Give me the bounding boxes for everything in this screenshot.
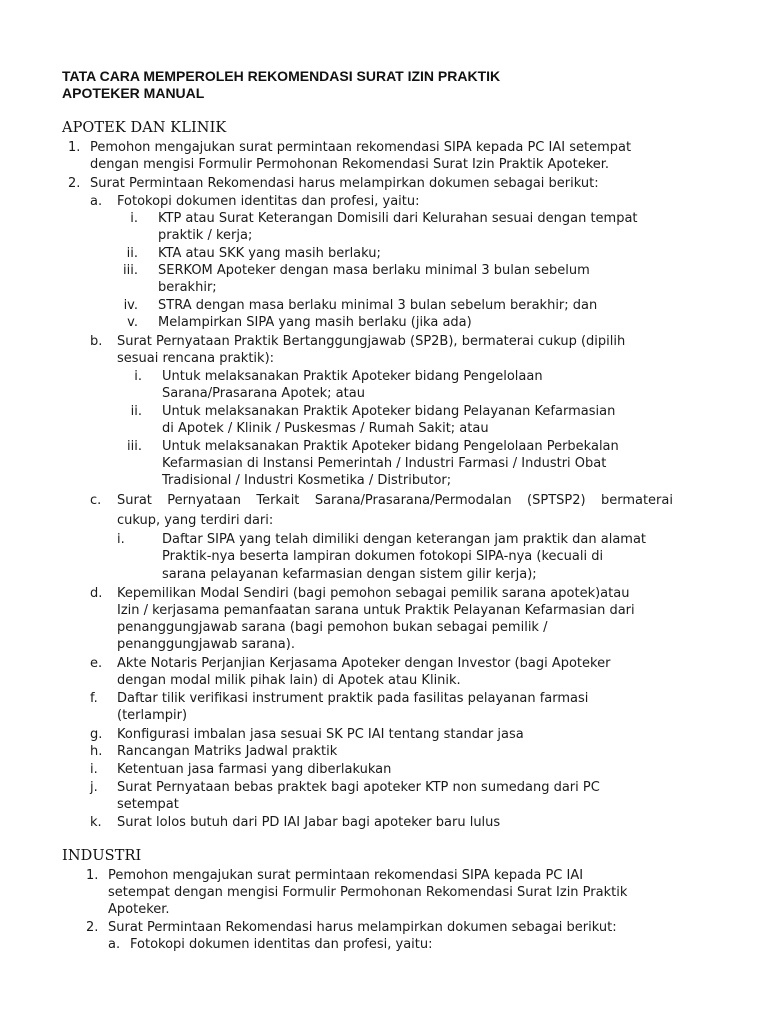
sub-list-item-text: Praktik-nya beserta lampiran dokumen fotokopi SIPA-nya (kecuali di: [162, 549, 604, 564]
list-item-text: Surat Permintaan Rekomendasi harus melampirkan dokumen sebagai berikut:: [108, 920, 617, 935]
list-item-text: Ketentuan jasa farmasi yang diberlakukan: [117, 762, 392, 777]
word: bermaterai: [600, 493, 673, 508]
list-item-text: penanggungjawab sarana).: [117, 637, 295, 652]
list-marker: 2.: [68, 176, 81, 191]
word: Surat: [117, 493, 152, 508]
list-marker: a.: [90, 194, 103, 209]
title-line-1: TATA CARA MEMPEROLEH REKOMENDASI SURAT IZIN PRAKTIK: [62, 68, 501, 84]
list-item-text: cukup, yang terdiri dari:: [117, 513, 274, 528]
list-item-text-justified: [117, 492, 673, 509]
word: Terkait: [256, 493, 300, 508]
sub-list-item-text: SERKOM Apoteker dengan masa berlaku minimal 3 bulan sebelum: [158, 263, 590, 278]
list-marker: c.: [90, 493, 102, 508]
list-item-text: Apoteker.: [108, 902, 170, 917]
sub-list-marker: iv.: [123, 298, 138, 313]
sub-list-item-text: Sarana/Prasarana Apotek; atau: [162, 386, 365, 401]
list-marker: d.: [90, 586, 103, 601]
list-item-text: Rancangan Matriks Jadwal praktik: [117, 744, 338, 759]
list-item-text: Surat Pernyataan Praktik Bertanggungjawab (SP2B), bermaterai cukup (dipilih: [117, 334, 626, 349]
list-item-text: Surat Permintaan Rekomendasi harus melampirkan dokumen sebagai berikut:: [90, 176, 599, 191]
sub-list-item-text: KTP atau Surat Keterangan Domisili dari Kelurahan sesuai dengan tempat: [158, 211, 638, 226]
list-marker: 1.: [86, 868, 99, 883]
sub-list-item-text: KTA atau SKK yang masih berlaku;: [158, 246, 381, 261]
list-marker: e.: [90, 656, 103, 671]
list-item-text: Fotokopi dokumen identitas dan profesi, yaitu:: [117, 194, 420, 209]
list-marker: i.: [90, 762, 98, 777]
sub-list-item-text: praktik / kerja;: [158, 228, 253, 243]
sub-list-item-text: Untuk melaksanakan Praktik Apoteker bidang Pelayanan Kefarmasian: [162, 404, 616, 419]
sub-list-item-text: Kefarmasian di Instansi Pemerintah / Industri Farmasi / Industri Obat: [162, 456, 607, 471]
list-item-text: dengan modal milik pihak lain) di Apotek atau Klinik.: [117, 673, 461, 688]
word: Sarana/Prasarana/Permodalan: [314, 493, 512, 508]
sub-list-item-text: Untuk melaksanakan Praktik Apoteker bidang Pengelolaan: [162, 369, 543, 384]
list-marker: g.: [90, 727, 103, 742]
list-marker: a.: [108, 937, 121, 952]
list-item-text: dengan mengisi Formulir Permohonan Rekomendasi Surat Izin Praktik Apoteker.: [90, 157, 610, 172]
word: Pernyataan: [167, 493, 241, 508]
list-item-text: Izin / kerjasama pemanfaatan sarana untuk Praktik Pelayanan Kefarmasian dari: [117, 603, 635, 618]
list-marker: f.: [90, 691, 98, 706]
list-item-text: Fotokopi dokumen identitas dan profesi, yaitu:: [130, 937, 433, 952]
list-item-text: setempat dengan mengisi Formulir Permohonan Rekomendasi Surat Izin Praktik: [108, 885, 628, 900]
list-item-text: (terlampir): [117, 708, 188, 723]
list-item-text: setempat: [117, 797, 179, 812]
list-marker: k.: [90, 815, 102, 830]
list-item-text: Surat Pernyataan bebas praktek bagi apoteker KTP non sumedang dari PC: [117, 780, 600, 795]
word: (SPTSP2): [527, 493, 586, 508]
sub-list-item-text: sarana pelayanan kefarmasian dengan sistem gilir kerja);: [162, 567, 537, 582]
title-line-2: APOTEKER MANUAL: [62, 85, 205, 101]
list-marker: h.: [90, 744, 103, 759]
sub-list-marker: i.: [134, 369, 142, 384]
sub-list-marker: ii.: [126, 246, 138, 261]
sub-list-marker: v.: [127, 315, 138, 330]
sub-list-item-text: Daftar SIPA yang telah dimiliki dengan keterangan jam praktik dan alamat: [162, 532, 647, 547]
list-item-text: Pemohon mengajukan surat permintaan rekomendasi SIPA kepada PC IAI: [108, 868, 584, 883]
sub-list-marker: i.: [130, 211, 138, 226]
list-item-text: Surat lolos butuh dari PD IAI Jabar bagi apoteker baru lulus: [117, 815, 501, 830]
document-title: [62, 68, 500, 102]
list-marker: j.: [90, 780, 98, 795]
sub-list-item-text: Tradisional / Industri Kosmetika / Distributor;: [162, 473, 452, 488]
list-item-text: Kepemilikan Modal Sendiri (bagi pemohon sebagai pemilik sarana apotek)atau: [117, 586, 630, 601]
list-item-text: Konfigurasi imbalan jasa sesuai SK PC IAI tentang standar jasa: [117, 727, 524, 742]
section-heading-apotek: APOTEK DAN KLINIK: [62, 120, 227, 136]
sub-list-marker: ii.: [130, 404, 142, 419]
sub-list-item-text: berakhir;: [158, 280, 217, 295]
list-marker: 1.: [68, 140, 81, 155]
sub-list-item-text: STRA dengan masa berlaku minimal 3 bulan sebelum berakhir; dan: [158, 298, 598, 313]
sub-list-item-text: Untuk melaksanakan Praktik Apoteker bidang Pengelolaan Perbekalan: [162, 439, 619, 454]
list-marker: 2.: [86, 920, 99, 935]
list-item-text: Pemohon mengajukan surat permintaan rekomendasi SIPA kepada PC IAI setempat: [90, 140, 632, 155]
list-marker: b.: [90, 334, 103, 349]
sub-list-marker: iii.: [123, 263, 138, 278]
sub-list-item-text: di Apotek / Klinik / Puskesmas / Rumah Sakit; atau: [162, 421, 489, 436]
list-item-text: sesuai rencana praktik):: [117, 351, 275, 366]
sub-list-marker: i.: [117, 532, 125, 547]
sub-list-marker: iii.: [127, 439, 142, 454]
sub-list-item-text: Melampirkan SIPA yang masih berlaku (jika ada): [158, 315, 472, 330]
section-heading-industri: INDUSTRI: [62, 848, 142, 864]
list-item-text: penanggungjawab sarana (bagi pemohon bukan sebagai pemilik /: [117, 620, 548, 635]
list-item-text: Daftar tilik verifikasi instrument praktik pada fasilitas pelayanan farmasi: [117, 691, 589, 706]
list-item-text: Akte Notaris Perjanjian Kerjasama Apoteker dengan Investor (bagi Apoteker: [117, 656, 611, 671]
